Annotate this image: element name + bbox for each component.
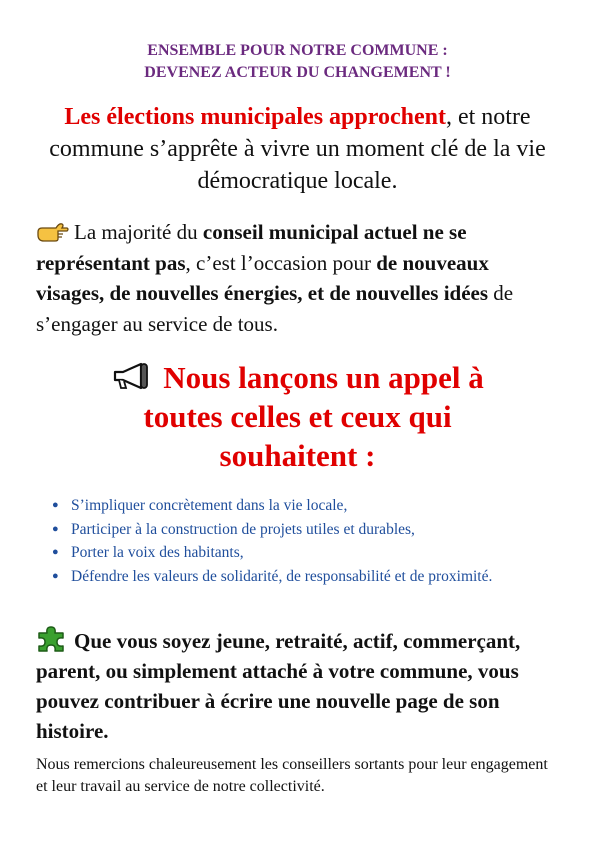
- appeal-line-3: souhaitent :: [219, 438, 376, 473]
- list-item: ● Défendre les valeurs de solidarité, de responsabilité et de proximité.: [52, 565, 542, 589]
- majority-paragraph: [36, 217, 562, 339]
- bullet-dot-icon: ●: [52, 522, 59, 535]
- list-item: ● Porter la voix des habitants,: [52, 541, 542, 565]
- list-item: ● S’impliquer concrètement dans la vie locale,: [52, 494, 542, 518]
- page-title: [0, 40, 595, 84]
- appeal-line-1: [40, 358, 555, 397]
- majority-text-3: de s’engager au service de tous.: [36, 281, 514, 336]
- bullet-list: [52, 494, 542, 588]
- majority-bold-2: de nouveaux visages, de nouvelles énergies, et de nouvelles idées: [36, 250, 489, 305]
- majority-text-2: , c’est l’occasion pour: [185, 250, 377, 275]
- megaphone-icon: [111, 361, 151, 391]
- thanks-paragraph: Nous remercions chaleureusement les conseillers sortants pour leur engagement et leur travail au service de notre collectivité.: [36, 756, 548, 795]
- contribute-text: Que vous soyez jeune, retraité, actif, commerçant, parent, ou simplement attaché à votre commune, vous pouvez contribuer à écrire une nouvelle page de son histoire.: [36, 629, 521, 743]
- intro-text: , et notre commune s’apprête à vivre un moment clé de la vie démocratique locale.: [49, 104, 546, 194]
- bullet-dot-icon: ●: [52, 546, 59, 558]
- appeal-line-2: toutes celles et ceux qui: [143, 399, 452, 434]
- majority-bold-1: conseil municipal actuel ne se représentant pas: [36, 220, 467, 275]
- puzzle-piece-icon: [36, 624, 66, 654]
- bullet-dot-icon: ●: [52, 499, 59, 511]
- list-item: ● Participer à la construction de projets utiles et durables,: [52, 518, 542, 542]
- intro-paragraph: [30, 101, 565, 197]
- contribute-paragraph: [36, 624, 566, 746]
- bullet-dot-icon: ●: [52, 569, 59, 582]
- title-line-2: DEVENEZ ACTEUR DU CHANGEMENT !: [144, 64, 451, 81]
- intro-highlight: Les élections municipales approchent: [64, 104, 446, 130]
- appeal-heading: [40, 358, 555, 475]
- title-line-1: ENSEMBLE POUR NOTRE COMMUNE :: [147, 42, 448, 59]
- appeal-text-1: Nous lançons un appel à: [163, 360, 484, 395]
- pointing-hand-icon: [36, 221, 70, 243]
- majority-text-1: La majorité du: [74, 220, 203, 244]
